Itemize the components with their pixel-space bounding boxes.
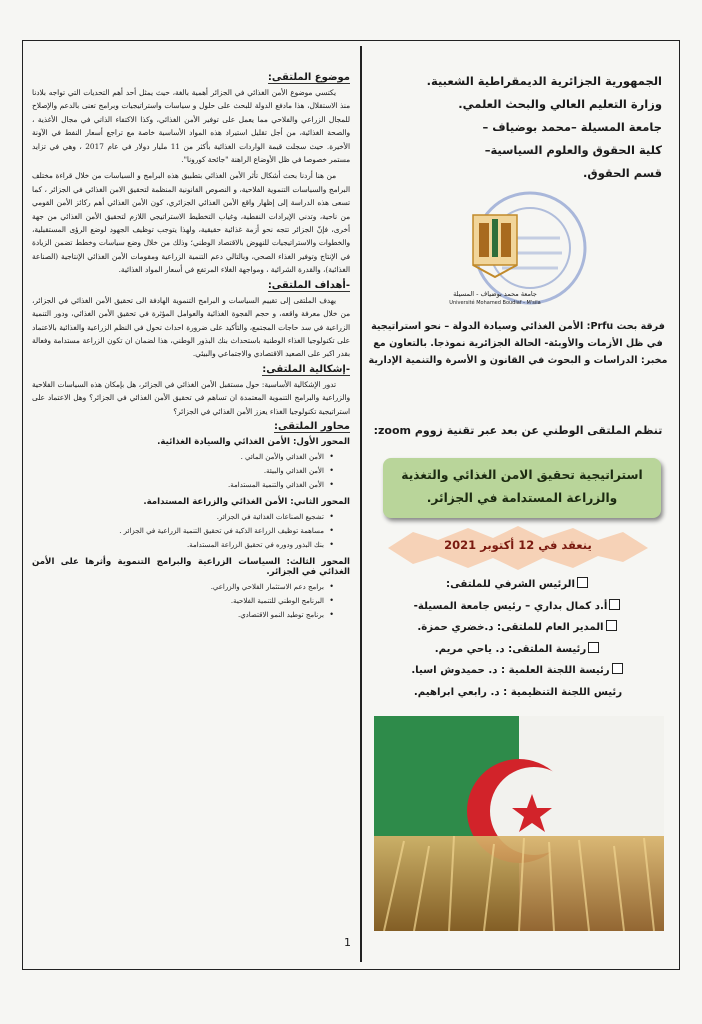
- header-line-university: جامعة المسيلة –محمد بوضياف –: [482, 120, 662, 134]
- header-line-department: قسم الحقوق.: [583, 166, 662, 180]
- column-divider: [360, 46, 362, 962]
- list-item: • برنامج توطيد النمو الاقتصادي.: [32, 608, 334, 622]
- theme-title: استراتيجية تحقيق الامن الغذائي والتغذية والزراعة المستدامة في الجزائر.: [401, 468, 643, 505]
- list-item: • الأمن الغذائي والبيئة.: [32, 464, 334, 478]
- list-item: • البرنامج الوطني للتنمية الفلاحية.: [32, 594, 334, 608]
- axis-1-list: [32, 450, 334, 492]
- algerian-flag-wheat-image: [374, 716, 664, 931]
- header-line-republic: الجمهورية الجزائرية الديمقراطية الشعبية.: [426, 74, 662, 88]
- theme-title-box: [383, 458, 661, 518]
- page-number: 1: [344, 936, 351, 949]
- officials-list: [368, 574, 668, 703]
- left-column: [32, 70, 350, 950]
- checkbox-icon: [612, 663, 623, 674]
- topic-paragraph-2: من هنا أردنا بحث أشكال تأثر الأمن الغذائي بتطبيق هذه البرامج و السياسات من خلال قراءة مختلف البرامج والسياسات التنموية الفلاحية، و النصوص القانونية المنظمة لتحقيق الامن الغذائي في الجزائر ، كما تسعى هذه الدراسة إلى إظهار واقع الأمن الغذائي الجزائري، كون الأمن الغذائي أهم ركائز الأمن القومي من ناحية، وتدني الإيرادات النفطية، وغياب التخطيط الاستراتيجي اللازم لتحقيق الأمن الغذائي من جهة أخرى، فإنّ الجزائر تتجه نحو أزمة غذائية حقيقية، ولهذا يتوجب توظيف الجهود لوضع الرؤى المستقبلية، والخطوات والاستراتيجيات للنهوض بالاقتصاد الوطني؛ وذلك من خلال وضع سياسات وخطط تضمن الزيادة في الإنتاج وتوفير الغذاء الصحي، وبالتالي دعم التنمية الزراعية ومقومات الأمن الغذائي الإنتاجية (الصناعة الغذائية)، والقدرة الشرائية ، ومواجهة الغلاء المرتفع في أسعار المواد الغذائية.: [32, 171, 350, 275]
- checkbox-icon: [606, 620, 617, 631]
- axis-2-list: [32, 510, 334, 552]
- checkbox-icon: [588, 642, 599, 653]
- list-item: • الأمن الغذائي والتنمية المستدامة.: [32, 478, 334, 492]
- list-item: • بنك البذور ودوره في تحقيق الزراعة المستدامة.: [32, 538, 334, 552]
- university-logo-caption-ar: جامعة محمد بوضياف - المسيلة: [453, 290, 537, 298]
- date-line: ينعقد في 12 أكتوبر 2021: [444, 538, 592, 552]
- header-line-faculty: كلية الحقوق والعلوم السياسية–: [484, 143, 662, 157]
- zoom-line: تنظم الملتقى الوطني عن بعد عبر تقنية زووم zoom:: [373, 424, 663, 437]
- problem-title: -إشكالية الملتقى:: [262, 363, 350, 375]
- list-item: • تشجيع الصناعات الغذائية في الجزائر.: [32, 510, 334, 524]
- university-logo-caption-fr: Université Mohamed Boudiaf - M'sila: [449, 300, 541, 306]
- problem-paragraph: تدور الإشكالية الأساسية: حول مستقبل الأمن الغذائي في الجزائر، هل بإمكان هذه السياسات الفلاحية والزراعية والبرامج التنموية المعتمدة ان تساهم في تحقيق الأمن الغذائي في الجزائر؟ وهل الاعتماد على استراتيجية تكنولوجيا الغذاء يعزز الأمن الغذائي في الجزائر؟: [32, 379, 350, 416]
- goals-paragraph: يهدف الملتقى إلى تقييم السياسات و البرامج التنموية الهادفة الى تحقيق الأمن الغذائي في الجزائر، من خلال معرفة واقعه، و حجم الفجوة الغذائية والعوامل المؤثرة في تحقيق الأمن الغذائي، ودور التنمية الزراعية في سد حاجات المجتمع، والتأكيد على ضرورة احداث تحول في النظم الزراعية والغذائية بالاعتماد على تكنولوجيا الغذاء الوطنية باستحداث بنك البذور الوطني، هذا لضمان ان تكون الزراعة مستدامة وفعالة بقدر اكبر على الصعيد الاقتصادي والاجتماعي والبيئي.: [32, 295, 350, 359]
- axis-3-list: [32, 580, 334, 622]
- list-item: رئيسة اللجنة العلمية : د. حميدوش اسيا.: [368, 660, 668, 682]
- organizer-info: فرقة بحث Prfu: الأمن الغذائي وسيادة الدولة – نحو استراتيجية في ظل الأزمات والأوبئة- الحالة الجزائرية نموذجا. بالتعاون مع مخبر: الدراسات و البحوث في القانون و الأسرة والتنمية الإدارية: [368, 321, 668, 366]
- list-item: رئيسة الملتقى: د. ياحي مريم.: [368, 639, 668, 661]
- list-item: رئيس اللجنة التنظيمية : د. رابعي ابراهيم.: [413, 686, 623, 698]
- list-item: • مساهمة توظيف الزراعة الذكية في تحقيق التنمية الزراعية في الجزائر .: [32, 524, 334, 538]
- list-item: أ.د كمال بداري – رئيس جامعة المسيلة-: [368, 596, 668, 618]
- header-block: [368, 70, 668, 185]
- list-item: المدير العام للملتقى: د.خضري حمزة.: [368, 617, 668, 639]
- topic-title: موضوع الملتقى:: [267, 72, 350, 83]
- list-item: • برامج دعم الاستثمار الفلاحي والزراعي.: [32, 580, 334, 594]
- axis-2-title: المحور الثاني: الأمن الغذائي والزراعة المستدامة.: [143, 496, 350, 507]
- list-item: • الأمن الغذائي والأمن المائي .: [32, 450, 334, 464]
- list-item: الرئيس الشرفي للملتقى:: [368, 574, 668, 596]
- topic-paragraph-1: يكتسي موضوع الأمن الغذائي في الجزائر أهمية بالغة، حيث يمثل أحد أهم التحديات التي تواجه بلادنا منذ الاستقلال، هذا مادفع الدولة للبحث على حلول و سياسات واستراتيجيات وبرامج تعنى بالدعم والإصلاح للمجال الزراعي والفلاحي مما يعمل على توفير الأمن الغذائي، وكذا الاكتفاء الذاتي في مجال الأغذية ، والصحة الغذائية، من أجل تقليل استيراد هذه المواد الأساسية خاصة مع تراجع أسعار النفط في الآونة الأخيرة. حيث سجلت قيمة الواردات الغذائية بأكثر من 11 مليار دولار في عام 2017 ، وهي في تزايد مستمر خصوصا في ظل الأوضاع الراهنة "جائحة كورونا".: [32, 88, 350, 165]
- goals-title: -أهداف الملتقى:: [267, 279, 350, 291]
- checkbox-icon: [577, 577, 588, 588]
- header-line-ministry: وزارة التعليم العالي والبحث العلمي.: [458, 97, 662, 111]
- axes-title: محاور الملتقى:: [274, 420, 350, 432]
- axis-3-title: المحور الثالث: السياسات الزراعية والبرامج التنموية وأثرها على الأمن الغذائي في الجزائر.: [32, 556, 350, 577]
- checkbox-icon: [609, 599, 620, 610]
- axis-1-title: المحور الأول: الأمن الغذائي والسيادة الغذائية.: [157, 436, 350, 447]
